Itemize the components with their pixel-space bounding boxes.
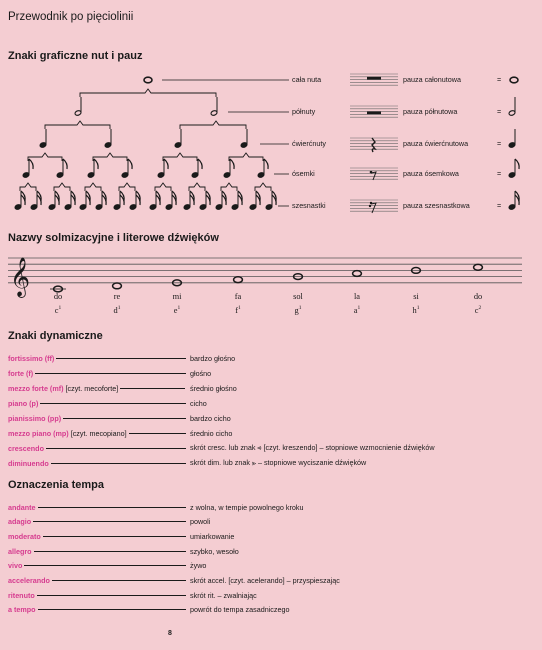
solmization-syllable: re (113, 292, 121, 301)
solmization-syllable: sol (293, 292, 303, 301)
tempo-row (8, 517, 538, 527)
dynamics-row (8, 413, 538, 423)
section-title-notes: Znaki graficzne nut i pauz (8, 50, 143, 62)
tempo-meaning: umiarkowanie (190, 531, 235, 541)
tempo-term: ritenuto (8, 590, 35, 600)
tempo-term: adagio (8, 517, 32, 527)
rest-label: pauza półnutowa (403, 107, 458, 116)
dynamics-row (8, 458, 538, 468)
equals-sign: = (497, 201, 502, 210)
octave-number: 1 (416, 305, 420, 311)
dynamics-meaning: średnio cicho (190, 428, 233, 438)
leader-line (46, 448, 186, 449)
dynamics-meaning: skrót dim. lub znak ⪢ – stopniowe wyciszanie dźwięków (190, 458, 367, 467)
note-letter: c (54, 305, 59, 315)
tempo-meaning: szybko, wesoło (190, 546, 239, 556)
tempo-meaning: powoli (190, 517, 211, 527)
solmization-syllable: do (473, 292, 483, 301)
octave-number: 1 (298, 305, 302, 311)
dynamics-row (8, 443, 538, 453)
leader-line (38, 507, 186, 508)
tempo-term: andante (8, 502, 36, 512)
dynamics-term: piano (p) (8, 398, 39, 408)
tempo-meaning: skrót accel. [czyt. acelerando] – przyspieszając (190, 576, 340, 585)
tempo-meaning: powrót do tempa zasadniczego (190, 605, 290, 615)
note-letter: a (353, 305, 358, 315)
leader-line (35, 373, 186, 374)
dynamics-row (8, 398, 538, 408)
solmization-note-icon (113, 283, 122, 289)
note-label: ćwierćnuty (292, 139, 326, 148)
dynamics-term: fortissimo (ff) (8, 353, 55, 363)
note-letter: e (173, 305, 178, 315)
note-letter: c (474, 305, 479, 315)
note-letter: h (412, 305, 417, 315)
dynamics-term: forte (f) (8, 368, 34, 378)
tempo-row (8, 502, 538, 512)
tempo-row (8, 576, 538, 586)
dynamics-pronunciation: [czyt. mecoforte] (65, 383, 119, 393)
tempo-row (8, 605, 538, 615)
note-label: cała nuta (292, 75, 322, 84)
rest-label: pauza ósemkowa (403, 169, 459, 178)
note-letter: g (294, 305, 299, 315)
note-letter: f (235, 305, 239, 315)
leader-line (129, 433, 186, 434)
tempo-term: accelerando (8, 576, 50, 585)
tempo-term: a tempo (8, 605, 36, 615)
treble-clef-icon: 𝄞 (10, 257, 31, 297)
dynamics-row (8, 383, 538, 393)
solmization-letter (97, 305, 137, 315)
page-title: Przewodnik po pięciolinii (8, 11, 134, 23)
tempo-meaning: żywo (190, 561, 207, 571)
leader-line (43, 536, 186, 537)
leader-line (52, 580, 186, 581)
equals-sign: = (497, 107, 502, 116)
octave-number: 1 (177, 305, 181, 311)
dynamics-row (8, 353, 538, 363)
equals-sign: = (497, 75, 502, 84)
solmization-syllable: mi (172, 292, 182, 301)
dynamics-term: mezzo piano (mp) (8, 428, 69, 438)
tempo-term: vivo (8, 561, 23, 571)
octave-number: 1 (238, 305, 241, 311)
section-title-tempo: Oznaczenia tempa (8, 479, 104, 491)
solmization-syllable: fa (234, 292, 242, 301)
dynamics-term: pianissimo (pp) (8, 413, 62, 423)
solmization-note-icon (234, 277, 243, 283)
solmization-letter (337, 305, 377, 315)
dynamics-meaning: średnio głośno (190, 383, 237, 393)
dynamics-meaning: skrót cresc. lub znak ⪡ [czyt. kreszendo] – stopniowe wzmocnienie dźwięków (190, 443, 435, 452)
solmization-note-icon (353, 271, 362, 277)
rest-label: pauza całonutowa (403, 75, 461, 84)
page-number: 8 (168, 630, 172, 637)
dynamics-meaning: cicho (190, 398, 207, 408)
dynamics-meaning: głośno (190, 368, 212, 378)
solmization-letter (38, 305, 78, 315)
solmization-syllable: do (53, 292, 63, 301)
tempo-row (8, 531, 538, 541)
tempo-row (8, 561, 538, 571)
equals-sign: = (497, 169, 502, 178)
note-label: szesnastki (292, 201, 326, 210)
section-title-solmization: Nazwy solmizacyjne i literowe dźwięków (8, 232, 219, 244)
leader-line (51, 463, 186, 464)
tempo-row (8, 546, 538, 556)
dynamics-pronunciation: [czyt. mecopiano] (70, 428, 127, 438)
solmization-syllable: la (353, 292, 361, 301)
leader-line (40, 403, 186, 404)
octave-number: 1 (117, 305, 121, 311)
octave-number: 1 (58, 305, 62, 311)
tempo-term: allegro (8, 546, 32, 556)
solmization-letter (278, 305, 318, 315)
octave-number: 2 (478, 305, 482, 311)
dynamics-row (8, 368, 538, 378)
leader-line (38, 609, 186, 610)
tempo-row (8, 590, 538, 600)
dynamics-term: crescendo (8, 443, 44, 453)
tempo-term: moderato (8, 531, 41, 541)
leader-line (37, 595, 186, 596)
rest-label: pauza ćwierćnutowa (403, 139, 469, 148)
note-label: ósemki (292, 169, 315, 178)
dynamics-row (8, 428, 538, 438)
solmization-note-icon (474, 264, 483, 270)
equals-sign: = (497, 139, 502, 148)
dynamics-term: diminuendo (8, 458, 49, 468)
dynamics-meaning: bardzo głośno (190, 353, 236, 363)
section-title-dynamics: Znaki dynamiczne (8, 330, 103, 342)
leader-line (24, 565, 186, 566)
solmization-letter (157, 305, 197, 315)
solmization-syllable: si (413, 292, 419, 301)
leader-line (33, 521, 186, 522)
leader-line (63, 418, 186, 419)
dynamics-meaning: bardzo cicho (190, 413, 231, 423)
leader-line (34, 551, 186, 552)
solmization-letter (396, 305, 436, 315)
leader-line (120, 388, 185, 389)
solmization-letter (218, 305, 258, 315)
tempo-meaning: z wolna, w tempie powolnego kroku (190, 502, 304, 512)
note-letter: d (113, 305, 118, 315)
octave-number: 1 (357, 305, 361, 311)
leader-line (56, 358, 186, 359)
solmization-letter (458, 305, 498, 315)
dynamics-term: mezzo forte (mf) (8, 383, 64, 393)
tempo-meaning: skrót rit. – zwalniając (190, 590, 257, 600)
note-label: półnuty (292, 107, 316, 116)
rest-label: pauza szesnastkowa (403, 201, 470, 210)
